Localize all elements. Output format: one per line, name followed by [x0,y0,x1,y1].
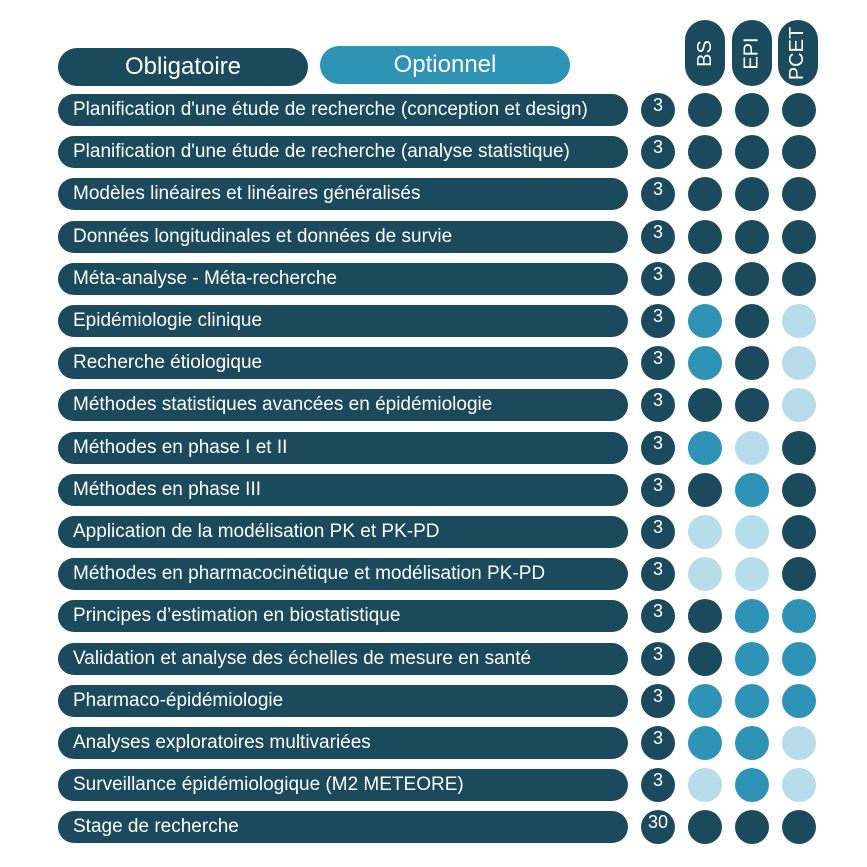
course-credits: 3 [641,684,675,718]
status-dot-bs [688,262,722,296]
status-dot-bs [688,557,722,591]
status-dot-bs [688,431,722,465]
course-name: Validation et analyse des échelles de mesure en santé [58,643,628,675]
status-dot-bs [688,515,722,549]
course-name: Méthodes en phase I et II [58,432,628,464]
status-dot-epi [735,346,769,380]
status-dot-pcet [782,810,816,844]
course-credits: 3 [641,431,675,465]
status-dot-epi [735,262,769,296]
course-credits: 3 [641,642,675,676]
legend-mandatory [58,48,308,86]
course-name: Données longitudinales et données de survie [58,221,628,253]
status-dot-pcet [782,304,816,338]
course-name: Pharmaco-épidémiologie [58,685,628,717]
status-dot-epi [735,810,769,844]
status-dot-pcet [782,262,816,296]
course-credits: 3 [641,346,675,380]
course-name: Méthodes statistiques avancées en épidémiologie [58,389,628,421]
status-dot-pcet [782,684,816,718]
course-credits: 3 [641,515,675,549]
course-name: Analyses exploratoires multivariées [58,727,628,759]
column-header-bs [685,20,725,86]
status-dot-bs [688,177,722,211]
status-dot-epi [735,557,769,591]
status-dot-pcet [782,473,816,507]
course-credits: 3 [641,726,675,760]
status-dot-epi [735,135,769,169]
status-dot-bs [688,220,722,254]
course-credits: 30 [641,810,675,844]
status-dot-pcet [782,768,816,802]
course-credits: 3 [641,177,675,211]
column-header-epi [732,20,772,86]
course-credits: 3 [641,473,675,507]
course-credits: 3 [641,220,675,254]
status-dot-pcet [782,726,816,760]
status-dot-pcet [782,557,816,591]
course-credits: 3 [641,599,675,633]
status-dot-bs [688,135,722,169]
status-dot-epi [735,473,769,507]
status-dot-pcet [782,642,816,676]
course-name: Principes d’estimation en biostatistique [58,600,628,632]
course-name: Modèles linéaires et linéaires généralisés [58,178,628,210]
course-credits: 3 [641,388,675,422]
status-dot-bs [688,346,722,380]
status-dot-epi [735,220,769,254]
status-dot-bs [688,810,722,844]
status-dot-pcet [782,135,816,169]
status-dot-epi [735,304,769,338]
course-name: Surveillance épidémiologique (M2 METEORE) [58,769,628,801]
column-header-pcet-label: PCET [786,26,809,80]
column-header-pcet [778,20,818,86]
column-header-bs-label: BS [693,39,716,67]
course-name: Méthodes en pharmacocinétique et modélisation PK-PD [58,558,628,590]
course-name: Stage de recherche [58,811,628,843]
status-dot-bs [688,599,722,633]
status-dot-pcet [782,346,816,380]
status-dot-pcet [782,599,816,633]
course-credits: 3 [641,768,675,802]
status-dot-epi [735,642,769,676]
status-dot-bs [688,93,722,127]
status-dot-pcet [782,93,816,127]
status-dot-bs [688,684,722,718]
status-dot-pcet [782,220,816,254]
status-dot-epi [735,388,769,422]
course-credits: 3 [641,135,675,169]
status-dot-pcet [782,388,816,422]
status-dot-epi [735,684,769,718]
status-dot-bs [688,388,722,422]
status-dot-pcet [782,431,816,465]
course-name: Epidémiologie clinique [58,305,628,337]
course-name: Application de la modélisation PK et PK-PD [58,516,628,548]
course-credits: 3 [641,304,675,338]
course-credits: 3 [641,262,675,296]
column-header-epi-label: EPI [740,36,763,70]
status-dot-epi [735,599,769,633]
status-dot-bs [688,304,722,338]
status-dot-epi [735,768,769,802]
status-dot-pcet [782,515,816,549]
status-dot-epi [735,93,769,127]
status-dot-bs [688,473,722,507]
legend-mandatory-label: Obligatoire [124,53,242,80]
status-dot-epi [735,515,769,549]
legend-optional [320,46,570,84]
status-dot-epi [735,431,769,465]
course-name: Méthodes en phase III [58,474,628,506]
course-name: Planification d'une étude de recherche (analyse statistique) [58,136,628,168]
course-credits: 3 [641,557,675,591]
course-name: Planification d'une étude de recherche (conception et design) [58,94,628,126]
status-dot-bs [688,642,722,676]
status-dot-epi [735,177,769,211]
course-credits: 3 [641,93,675,127]
legend-optional-label: Optionnel [393,51,497,78]
course-name: Recherche étiologique [58,347,628,379]
status-dot-bs [688,768,722,802]
status-dot-pcet [782,177,816,211]
status-dot-bs [688,726,722,760]
status-dot-epi [735,726,769,760]
course-name: Méta-analyse - Méta-recherche [58,263,628,295]
